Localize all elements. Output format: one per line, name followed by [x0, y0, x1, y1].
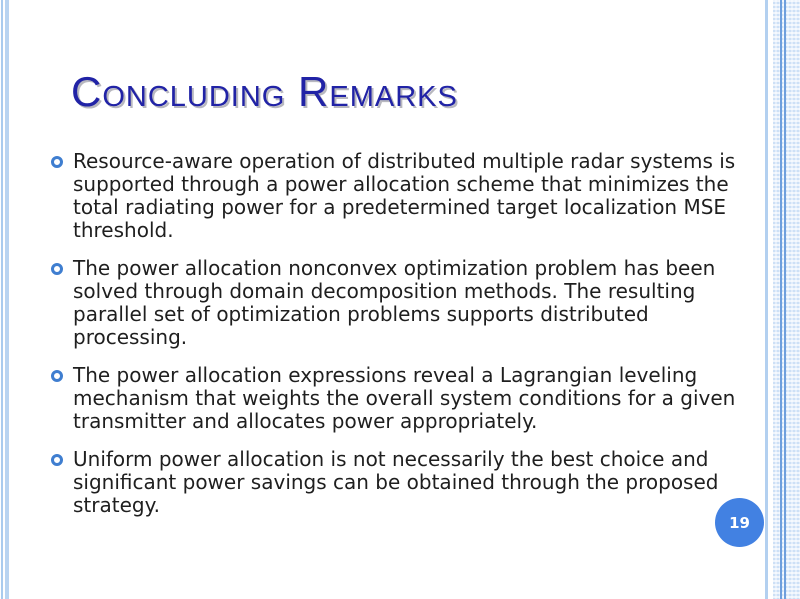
bullet-list [50, 150, 750, 532]
bullet-circle-icon [51, 156, 63, 168]
page-number-badge [715, 498, 764, 547]
bullet-circle-icon [51, 263, 63, 275]
bullet-text: Resource-aware operation of distributed multiple radar systems is supported through a power allocation scheme that minimizes the total radiating power for a predetermined target localization MSE threshold. [73, 149, 736, 242]
left-border-decoration [0, 0, 12, 599]
bullet-point [50, 448, 750, 517]
page-number: 19 [729, 513, 750, 532]
bullet-point [50, 257, 750, 349]
right-border-decoration [765, 0, 800, 599]
bullet-circle-icon [51, 370, 63, 382]
bullet-circle-icon [51, 454, 63, 466]
bullet-point [50, 364, 750, 433]
bullet-text: The power allocation expressions reveal a Lagrangian leveling mechanism that weights the overall system conditions for a given transmitter and allocates power appropriately. [73, 363, 736, 433]
bullet-text: Uniform power allocation is not necessarily the best choice and significant power savings can be obtained through the proposed strategy. [73, 447, 719, 517]
bullet-point [50, 150, 750, 242]
slide-title: Concluding Remarks [71, 68, 458, 115]
bullet-text: The power allocation nonconvex optimization problem has been solved through domain decomposition methods. The resulting parallel set of optimization problems supports distributed processing. [73, 256, 716, 349]
